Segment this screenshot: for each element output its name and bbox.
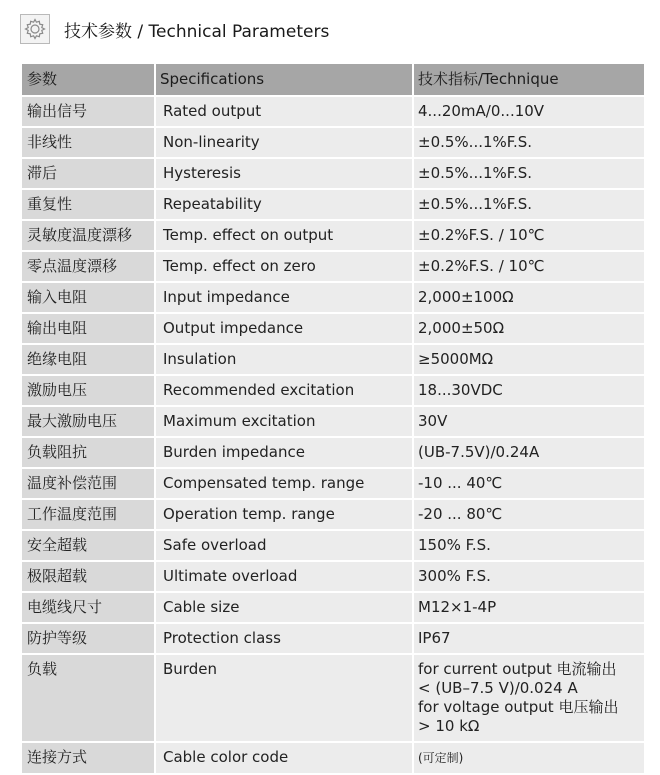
row-value: IP67 <box>412 624 644 653</box>
row-label-en: Hysteresis <box>154 159 412 188</box>
row-value-text: (可定制) <box>418 751 464 765</box>
table-row <box>22 128 644 159</box>
burden-line: for voltage output 电压输出 <box>418 698 619 716</box>
row-label-en: Compensated temp. range <box>154 469 412 498</box>
row-label-en: Maximum excitation <box>154 407 412 436</box>
row-label-en: Ultimate overload <box>154 562 412 591</box>
row-value: 300% F.S. <box>412 562 644 591</box>
row-value: ±0.5%...1%F.S. <box>412 190 644 219</box>
row-label-en: Protection class <box>154 624 412 653</box>
gear-icon <box>20 14 50 44</box>
table-row <box>22 159 644 190</box>
row-value: -20 ... 80℃ <box>412 500 644 529</box>
row-label-cn: 最大激励电压 <box>22 407 154 436</box>
row-label-en: Recommended excitation <box>154 376 412 405</box>
row-label-cn: 极限超载 <box>22 562 154 591</box>
row-value: 18...30VDC <box>412 376 644 405</box>
row-label-cn: 灵敏度温度漂移 <box>22 221 154 250</box>
row-value: 2,000±100Ω <box>412 283 644 312</box>
row-label-cn: 重复性 <box>22 190 154 219</box>
table-row <box>22 252 644 283</box>
table-row <box>22 221 644 252</box>
table-row <box>22 283 644 314</box>
row-label-cn: 工作温度范围 <box>22 500 154 529</box>
row-label-cn: 输出信号 <box>22 97 154 126</box>
page-title: 技术参数 / Technical Parameters <box>64 21 330 42</box>
row-label-en: Repeatability <box>154 190 412 219</box>
row-value <box>412 655 644 741</box>
row-value: ±0.2%F.S. / 10℃ <box>412 221 644 250</box>
row-value: 30V <box>412 407 644 436</box>
row-label-cn: 电缆线尺寸 <box>22 593 154 622</box>
row-label-cn: 滞后 <box>22 159 154 188</box>
burden-line: for current output 电流输出 <box>418 660 617 678</box>
row-value: 2,000±50Ω <box>412 314 644 343</box>
table-row <box>22 407 644 438</box>
row-label-en: Output impedance <box>154 314 412 343</box>
row-label-en: Cable color code <box>154 743 412 773</box>
row-label-en: Temp. effect on output <box>154 221 412 250</box>
row-label-en: Temp. effect on zero <box>154 252 412 281</box>
table-row <box>22 314 644 345</box>
row-label-cn: 负载 <box>22 655 154 741</box>
row-label-en: Insulation <box>154 345 412 374</box>
row-label-cn: 连接方式 <box>22 743 154 773</box>
table-row <box>22 190 644 221</box>
row-label-en: Rated output <box>154 97 412 126</box>
table-row <box>22 593 644 624</box>
page-header <box>20 12 329 46</box>
row-label-cn: 非线性 <box>22 128 154 157</box>
column-header-technique: 技术指标/Technique <box>412 64 644 95</box>
parameters-table <box>22 64 644 775</box>
table-row <box>22 97 644 128</box>
table-row-burden <box>22 655 644 743</box>
row-label-cn: 温度补偿范围 <box>22 469 154 498</box>
row-value <box>412 743 644 773</box>
row-value: -10 ... 40℃ <box>412 469 644 498</box>
row-value: 150% F.S. <box>412 531 644 560</box>
row-label-cn: 安全超载 <box>22 531 154 560</box>
column-header-specifications: Specifications <box>154 64 412 95</box>
row-label-cn: 激励电压 <box>22 376 154 405</box>
row-label-en: Safe overload <box>154 531 412 560</box>
row-value: ±0.2%F.S. / 10℃ <box>412 252 644 281</box>
row-label-cn: 绝缘电阻 <box>22 345 154 374</box>
row-label-en: Input impedance <box>154 283 412 312</box>
row-label-cn: 防护等级 <box>22 624 154 653</box>
row-label-cn: 输出电阻 <box>22 314 154 343</box>
table-row <box>22 500 644 531</box>
table-row <box>22 562 644 593</box>
row-label-en: Burden impedance <box>154 438 412 467</box>
table-row <box>22 531 644 562</box>
row-value: ±0.5%...1%F.S. <box>412 128 644 157</box>
row-label-en: Operation temp. range <box>154 500 412 529</box>
column-header-parameter: 参数 <box>22 64 154 95</box>
row-value: M12×1-4P <box>412 593 644 622</box>
table-row <box>22 438 644 469</box>
row-label-en: Burden <box>154 655 412 741</box>
table-row-cable-color <box>22 743 644 775</box>
table-row <box>22 624 644 655</box>
row-label-cn: 负载阻抗 <box>22 438 154 467</box>
table-row <box>22 469 644 500</box>
row-label-en: Cable size <box>154 593 412 622</box>
row-value: 4...20mA/0...10V <box>412 97 644 126</box>
row-value: ±0.5%...1%F.S. <box>412 159 644 188</box>
table-header-row <box>22 64 644 97</box>
row-label-cn: 零点温度漂移 <box>22 252 154 281</box>
burden-line: < (UB–7.5 V)/0.024 A <box>418 679 578 697</box>
burden-line: > 10 kΩ <box>418 717 480 735</box>
table-row <box>22 376 644 407</box>
table-row <box>22 345 644 376</box>
row-label-cn: 输入电阻 <box>22 283 154 312</box>
row-value: ≥5000MΩ <box>412 345 644 374</box>
row-value: (UB-7.5V)/0.24A <box>412 438 644 467</box>
row-label-en: Non-linearity <box>154 128 412 157</box>
